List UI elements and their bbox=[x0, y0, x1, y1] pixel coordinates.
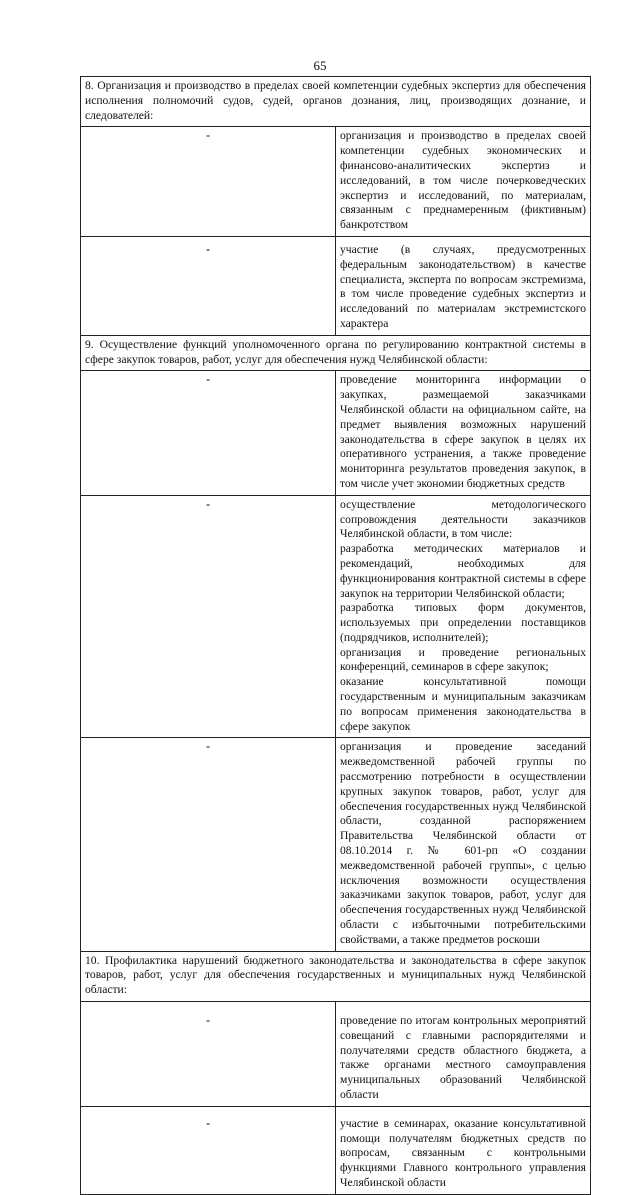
item-text bbox=[336, 371, 591, 495]
paragraph: осуществление методологического сопровождения деятельности заказчиков Челябинской области, в том числе: bbox=[340, 497, 586, 541]
list-marker: - bbox=[81, 371, 336, 495]
paragraph: разработка методических материалов и рекомендаций, необходимых для функционирования контрактной системы в сфере закупок на территории Челябинской области; bbox=[340, 542, 586, 600]
item-text bbox=[336, 738, 591, 951]
item-text bbox=[336, 127, 591, 237]
item-text bbox=[336, 236, 591, 335]
list-marker: - bbox=[81, 738, 336, 951]
section-8-heading: 8. Организация и производство в пределах своей компетенции судебных экспертиз для обеспечения исполнения полномочий судов, судей, органов дознания, лиц, производящих дознание, и следователей: bbox=[81, 77, 591, 127]
page-number: 65 bbox=[313, 58, 327, 73]
table-row bbox=[81, 127, 591, 237]
section-heading-row bbox=[81, 335, 591, 371]
table-row bbox=[81, 495, 591, 738]
paragraph: проведение по итогам контрольных мероприятий совещаний с главными распорядителями и получателями средств областного бюджета, а также органами местного самоуправления муниципальных образований Челябинской области bbox=[340, 1014, 586, 1101]
paragraph: участие в семинарах, оказание консультативной помощи получателям бюджетных средств по вопросам, связанным с контрольными функциями Главного контрольного управления Челябинской области bbox=[340, 1116, 586, 1189]
table-row bbox=[81, 236, 591, 335]
section-9-heading: 9. Осуществление функций уполномоченного органа по регулированию контрактной системы в сфере закупок товаров, работ, услуг для обеспечения нужд Челябинской области: bbox=[81, 335, 591, 371]
table-row bbox=[81, 738, 591, 951]
table-row bbox=[81, 1106, 591, 1194]
table-row bbox=[81, 371, 591, 495]
item-text bbox=[336, 1002, 591, 1107]
section-heading-row bbox=[81, 77, 591, 127]
list-marker: - bbox=[81, 236, 336, 335]
list-marker: - bbox=[81, 127, 336, 237]
paragraph: организация и проведение заседаний межведомственной рабочей группы по рассмотрению потребности в осуществлении крупных закупок товаров, работ, услуг для обеспечения государственных нужд Челябинской области, созданной распоряжением Правительства Челябинской области от 08.10.2014 г. № 601-рп «О создании межведомственной рабочей группы», с целью исключения возможности осуществления заказчиками закупок товаров, работ, услуг для обеспечения государственных нужд Челябинской области с избыточными потребительскими свойствами, а также предметов роскоши bbox=[340, 740, 586, 946]
item-text bbox=[336, 1106, 591, 1194]
list-marker: - bbox=[81, 1002, 336, 1107]
list-marker: - bbox=[81, 495, 336, 738]
section-heading-row bbox=[81, 951, 591, 1001]
paragraph: проведение мониторинга информации о закупках, размещаемой заказчиками Челябинской области на официальном сайте, на предмет выявления возможных нарушений законодательства в сфере закупок в целях их оперативного устранения, а также проведение мониторинга результатов проведения закупок, в том числе учет экономии бюджетных средств bbox=[340, 373, 586, 490]
paragraph: участие (в случаях, предусмотренных федеральным законодательством) в качестве специалиста, эксперта по вопросам экстремизма, в том числе проведение судебных экспертиз и исследований по материалам экстремистского характера bbox=[340, 242, 586, 330]
section-10-heading: 10. Профилактика нарушений бюджетного законодательства и законодательства в сфере закупок товаров, работ, услуг для обеспечения государственных и муниципальных нужд Челябинской области: bbox=[81, 951, 591, 1001]
item-text bbox=[336, 495, 591, 738]
paragraph: разработка типовых форм документов, используемых при определении поставщиков (подрядчиков, исполнителей); bbox=[340, 601, 586, 644]
list-marker: - bbox=[81, 1106, 336, 1194]
paragraph: оказание консультативной помощи государственным и муниципальным заказчикам по вопросам применения законодательства в сфере закупок bbox=[340, 675, 586, 733]
paragraph: организация и производство в пределах своей компетенции судебных экономических и финансово-аналитических экспертиз и исследований, в том числе почерковедческих экспертиз и исследований, по материалам, связанным с преднамеренным (фиктивным) банкротством bbox=[340, 129, 586, 232]
table-row bbox=[81, 1002, 591, 1107]
functions-table bbox=[80, 76, 591, 1195]
paragraph: организация и проведение региональных конференций, семинаров в сфере закупок; bbox=[340, 645, 586, 674]
